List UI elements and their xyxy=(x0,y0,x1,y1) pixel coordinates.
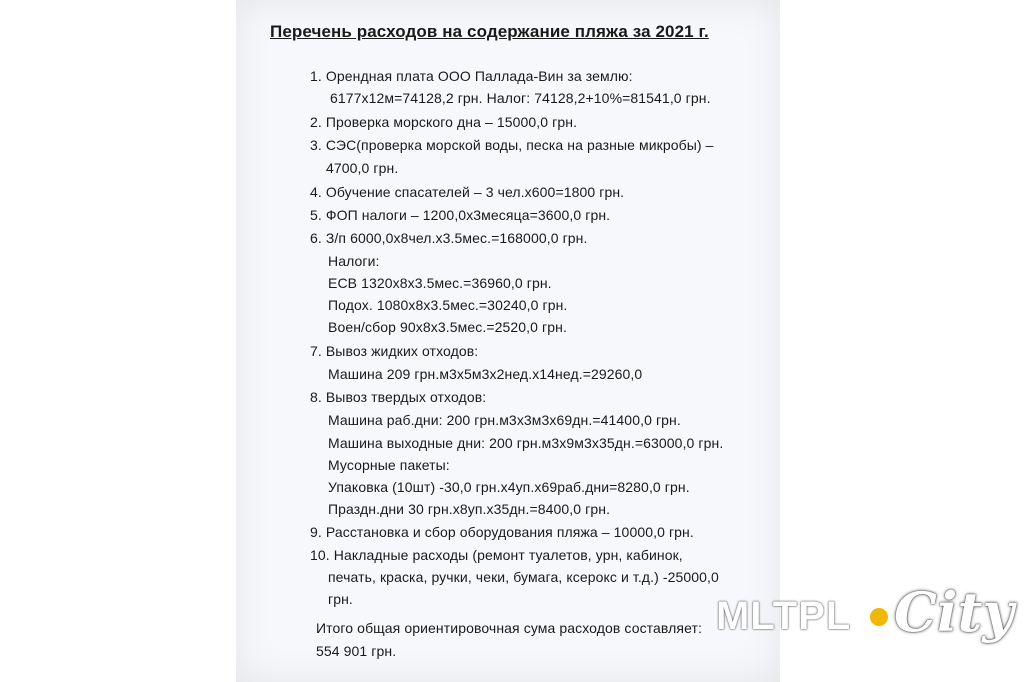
tax-income: Подох. 1080х8х3.5мес.=30240,0 грн. xyxy=(328,297,568,313)
item-8-weekends: Машина выходные дни: 200 грн.м3х9м3х35дн.=63000,0 грн. xyxy=(328,435,724,451)
trash-bags-heading: Мусорные пакеты: xyxy=(328,457,450,473)
item-4: 4. Обучение спасателей – 3 чел.х600=1800 грн. xyxy=(310,184,625,200)
tax-esv: ЕСВ 1320х8х3.5мес.=36960,0 грн. xyxy=(328,275,552,291)
item-7-detail: Машина 209 грн.м3х5м3х2нед.х14нед.=29260,0 xyxy=(328,366,643,382)
item-6: 6. З/п 6000,0х8чел.х3.5мес.=168000,0 грн. xyxy=(310,230,588,246)
item-8-workdays: Машина раб.дни: 200 грн.м3х3м3х69дн.=41400,0 грн. xyxy=(328,412,681,428)
logo-mltpl-text: MLTPL xyxy=(716,594,852,638)
item-1-line-2: 6177x12м=74128,2 грн. Налог: 74128,2+10%=81541,0 грн. xyxy=(330,90,711,106)
tax-military: Воен/сбор 90х8х3.5мес.=2520,0 грн. xyxy=(328,319,567,335)
item-3-line-1: 3. СЭС(проверка морской воды, песка на разные микробы) – xyxy=(310,137,714,153)
total-label: Итого общая ориентировочная сума расходов составляет: xyxy=(316,620,703,636)
item-3-line-2: 4700,0 грн. xyxy=(326,160,399,176)
watermark-logo xyxy=(716,580,1016,650)
document-title: Перечень расходов на содержание пляжа за 2021 г. xyxy=(270,22,709,41)
item-5: 5. ФОП налоги – 1200,0х3месяца=3600,0 грн. xyxy=(310,207,611,223)
item-9: 9. Расстановка и сбор оборудования пляжа – 10000,0 грн. xyxy=(310,524,694,540)
item-10-line-2: печать, краска, ручки, чеки, бумага, ксерокс и т.д.) -25000,0 xyxy=(328,569,719,585)
item-1-line-1: 1. Орендная плата ООО Паллада-Вин за землю: xyxy=(310,68,633,84)
trash-bags-holidays: Праздн.дни 30 грн.х8уп.х35дн.=8400,0 грн. xyxy=(328,501,611,517)
item-8: 8. Вывоз твердых отходов: xyxy=(310,389,487,405)
total-amount: 554 901 грн. xyxy=(316,643,397,659)
logo-city-text: City xyxy=(894,580,1014,644)
trash-bags-packs: Упаковка (10шт) -30,0 грн.х4уп.х69раб.дни=8280,0 грн. xyxy=(328,479,690,495)
item-10-line-3: грн. xyxy=(328,591,353,607)
logo-dot xyxy=(870,608,888,626)
item-7: 7. Вывоз жидких отходов: xyxy=(310,343,479,359)
taxes-heading: Налоги: xyxy=(328,253,380,269)
item-2: 2. Проверка морского дна – 15000,0 грн. xyxy=(310,114,578,130)
item-10-line-1: 10. Накладные расходы (ремонт туалетов, урн, кабинок, xyxy=(310,547,683,563)
